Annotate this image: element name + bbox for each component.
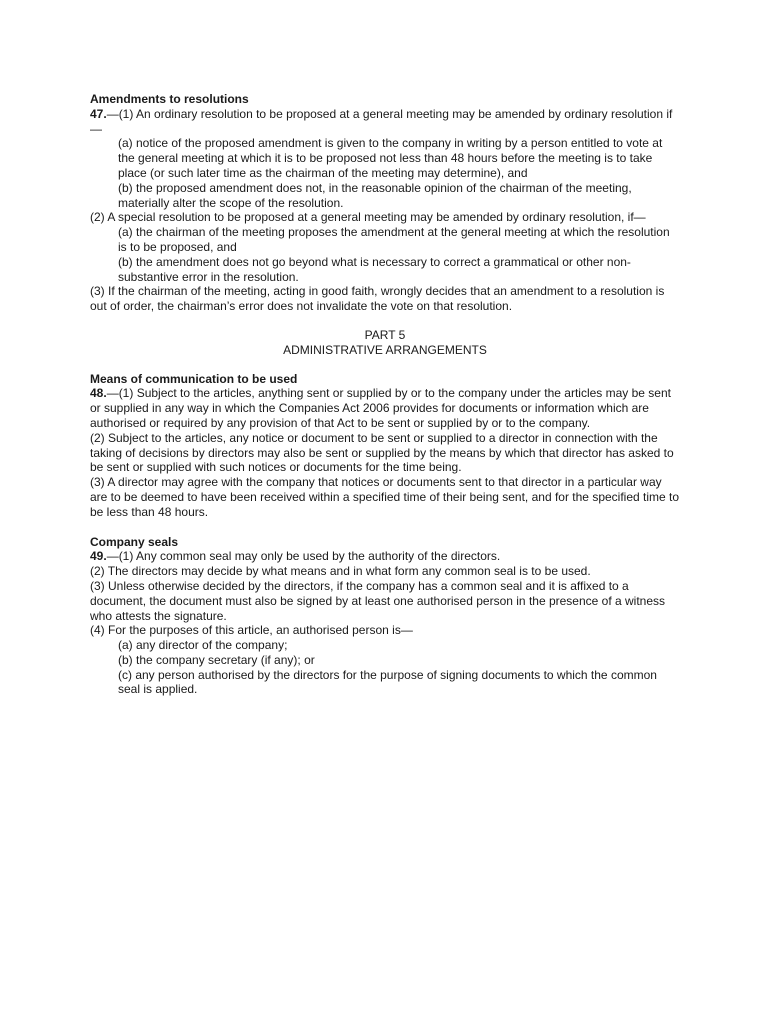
article-number-48: 48. <box>90 386 107 401</box>
article-49-paragraph-1 <box>90 549 680 564</box>
section-heading-company-seals: Company seals <box>90 534 179 549</box>
part-heading <box>90 328 680 358</box>
article-48-paragraph-3: (3) A director may agree with the company that notices or documents sent to that director in a particular way are to be deemed to have been received within a specified time of their being sent, and for the specified time to be less than 48 hours. <box>90 475 680 519</box>
article-47-item-2b: (b) the amendment does not go beyond what is necessary to correct a grammatical or other non-substantive error in the resolution. <box>118 254 631 284</box>
article-48-text-1: —(1) Subject to the articles, anything sent or supplied by or to the company under the articles may be sent or supplied in any way in which the Companies Act 2006 provides for documents or information which are authorised or required by any provision of that Act to be sent or supplied by or to the company. <box>90 386 671 430</box>
article-47-item-1b: (b) the proposed amendment does not, in the reasonable opinion of the chairman of the meeting, materially alter the scope of the resolution. <box>118 180 632 210</box>
article-number-47: 47. <box>90 106 107 121</box>
article-47-text-1: —(1) An ordinary resolution to be proposed at a general meeting may be amended by ordinary resolution if— <box>90 106 673 136</box>
article-47-item-2a: (a) the chairman of the meeting proposes the amendment at the general meeting at which the resolution is to be proposed, and <box>118 225 670 254</box>
part-title: ADMINISTRATIVE ARRANGEMENTS <box>283 342 487 357</box>
article-49-paragraph-2: (2) The directors may decide by what means and in what form any common seal is to be used. <box>90 564 591 579</box>
article-49-paragraph-4: (4) For the purposes of this article, an authorised person is— <box>90 623 413 638</box>
article-49-item-4c: (c) any person authorised by the directors for the purpose of signing documents to which the common seal is applied. <box>118 667 657 697</box>
article-48-paragraph-1 <box>90 386 680 430</box>
article-47-paragraph-1 <box>90 107 680 137</box>
article-48-paragraph-2: (2) Subject to the articles, any notice or document to be sent or supplied to a director in connection with the taking of decisions by directors may also be sent or supplied by the means by which that director has asked to be sent or supplied with such notices or documents for the time being. <box>90 430 674 475</box>
article-49-paragraph-3: (3) Unless otherwise decided by the directors, if the company has a common seal and it is affixed to a document, the document must also be signed by at least one authorised person in the presence of a witness who attests the signature. <box>90 578 666 623</box>
section-spacer <box>90 520 680 535</box>
article-47-paragraph-3: (3) If the chairman of the meeting, acting in good faith, wrongly decides that an amendment to a resolution is out of order, the chairman’s error does not invalidate the vote on that resolution. <box>90 284 665 314</box>
article-number-49: 49. <box>90 549 107 564</box>
article-49-text-1: —(1) Any common seal may only be used by the authority of the directors. <box>106 549 501 564</box>
article-49-item-4a: (a) any director of the company; <box>118 638 288 653</box>
article-47-paragraph-2: (2) A special resolution to be proposed at a general meeting may be amended by ordinary resolution, if— <box>90 210 646 225</box>
section-heading-amendments: Amendments to resolutions <box>90 92 249 106</box>
part-number: PART 5 <box>364 327 406 342</box>
document-body <box>90 92 680 697</box>
section-heading-communication: Means of communication to be used <box>90 371 298 386</box>
article-49-item-4b: (b) the company secretary (if any); or <box>118 652 315 667</box>
article-47-item-1a: (a) notice of the proposed amendment is given to the company in writing by a person entitled to vote at the general meeting at which it is to be proposed not less than 48 hours before the meeting is to take place (or such later time as the chairman of the meeting may determine), and <box>118 136 663 180</box>
